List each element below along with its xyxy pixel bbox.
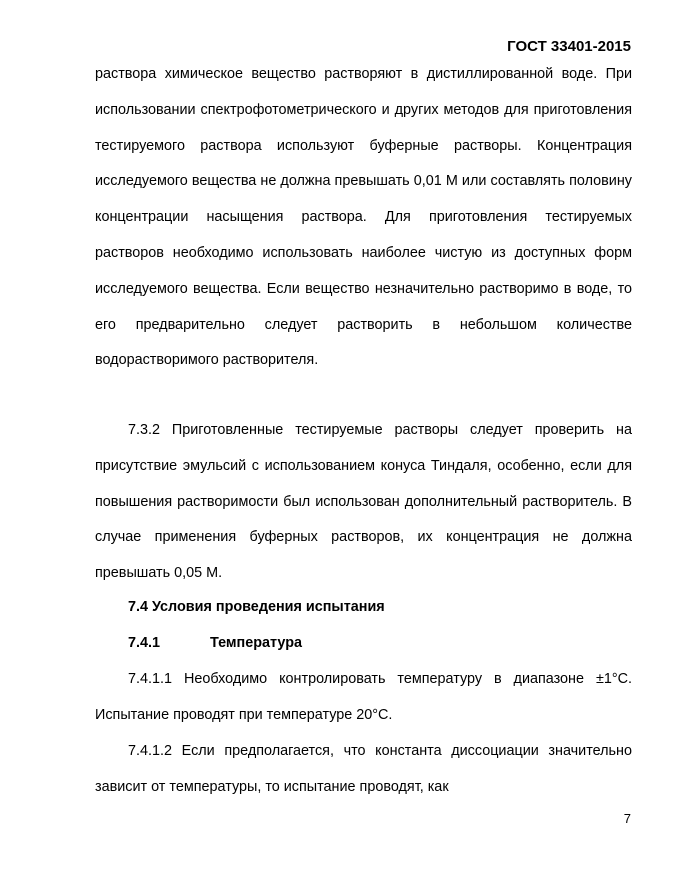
paragraph-7-4-1-1: 7.4.1.1 Необходимо контролировать температуру в диапазоне ±1°С. Испытание проводят при температуре 20°С.: [95, 671, 632, 723]
paragraph-continued: раствора химическое вещество растворяют в дистиллированной воде. При использовании спектрофотометрического и других методов для приготовления тестируемого раствора используют буферные растворы. Концентрация исследуемого вещества не должна превышать 0,01 М или составлять половину концентрации насыщения раствора. Для приготовления тестируемых растворов необходимо использовать наиболее чистую из доступных форм исследуемого вещества. Если вещество незначительно растворимо в воде, то его предварительно следует растворить в небольшом количестве водорастворимого растворителя.: [95, 66, 632, 369]
paragraph-7-3-2: 7.3.2 Приготовленные тестируемые растворы следует проверить на присутствие эмульсий с использованием конуса Тиндаля, особенно, если для повышения растворимости был использован дополнительный растворитель. В случае применения буферных растворов, их концентрация не должна превышать 0,05 М.: [95, 422, 632, 582]
heading-number: 7.4.1: [128, 635, 161, 651]
document-header-id: ГОСТ 33401-2015: [507, 38, 631, 55]
page-number: 7: [623, 811, 631, 826]
heading-title: Температура: [210, 635, 303, 651]
section-heading-7-4-1: [128, 626, 302, 662]
section-heading-7-4: 7.4 Условия проведения испытания: [128, 599, 385, 615]
paragraph-7-4-1-2: 7.4.1.2 Если предполагается, что константа диссоциации значительно зависит от температуры, то испытание проводят, как: [95, 743, 632, 795]
